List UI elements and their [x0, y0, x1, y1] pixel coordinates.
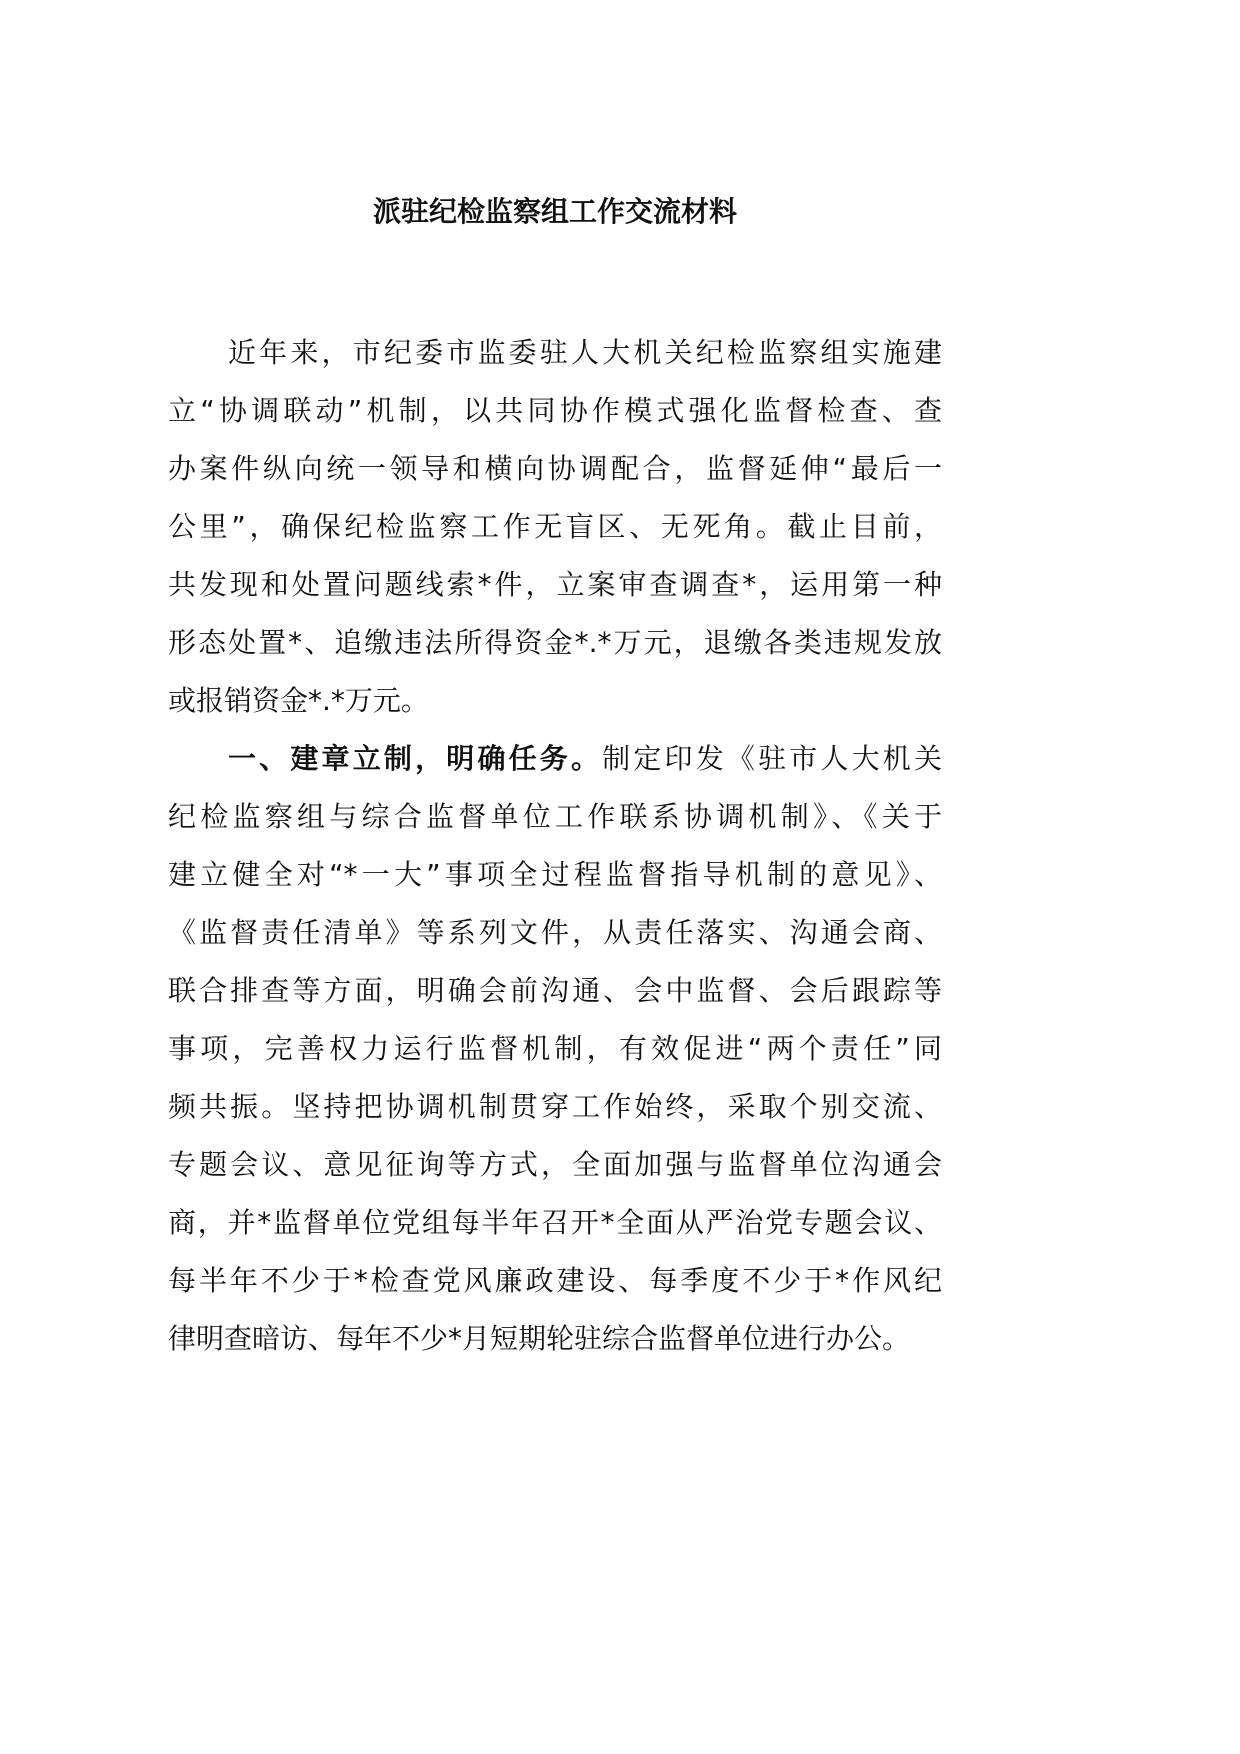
text-line: 近年来，市纪委市监委驻人大机关纪检监察组实施建 [228, 336, 942, 369]
paragraph-section-1 [168, 730, 942, 1368]
text-line: 公里”，确保纪检监察工作无盲区、无死角。截止目前， [168, 510, 942, 543]
text-line: 共发现和处置问题线索*件，立案审查调查*，运用第一种 [168, 568, 942, 601]
text-line: 律明查暗访、每年不少*月短期轮驻综合监督单位进行办公。 [168, 1322, 911, 1355]
text-line: 商，并*监督单位党组每半年召开*全面从严治党专题会议、 [168, 1206, 942, 1239]
text-line: 《监督责任清单》等系列文件，从责任落实、沟通会商、 [168, 916, 942, 949]
text-line: 建立健全对“*一大”事项全过程监督指导机制的意见》、 [168, 858, 942, 891]
text-line: 专题会议、意见征询等方式，全面加强与监督单位沟通会 [168, 1148, 942, 1181]
text-line: 形态处置*、追缴违法所得资金*.*万元，退缴各类违规发放 [168, 626, 942, 659]
text-line: 联合排查等方面，明确会前沟通、会中监督、会后跟踪等 [168, 974, 942, 1007]
section-heading: 一、建章立制，明确任务。 [228, 742, 603, 775]
text-line [168, 730, 942, 788]
paragraph-intro [168, 324, 942, 730]
text-line: 每半年不少于*检查党风廉政建设、每季度不少于*作风纪 [168, 1264, 942, 1297]
text-line: 办案件纵向统一领导和横向协调配合，监督延伸“最后一 [168, 452, 942, 485]
text-line: 纪检监察组与综合监督单位工作联系协调机制》、《关于 [168, 800, 942, 833]
text-line: 或报销资金*.*万元。 [168, 684, 429, 717]
document-title: 派驻纪检监察组工作交流材料 [372, 195, 737, 228]
text-line: 频共振。坚持把协调机制贯穿工作始终，采取个别交流、 [168, 1090, 942, 1123]
section-text: 制定印发《驻市人大机关 [602, 742, 942, 775]
text-line: 事项，完善权力运行监督机制，有效促进“两个责任”同 [168, 1032, 942, 1065]
text-line: 立“协调联动”机制，以共同协作模式强化监督检查、查 [168, 394, 942, 427]
document-body [168, 324, 942, 1368]
